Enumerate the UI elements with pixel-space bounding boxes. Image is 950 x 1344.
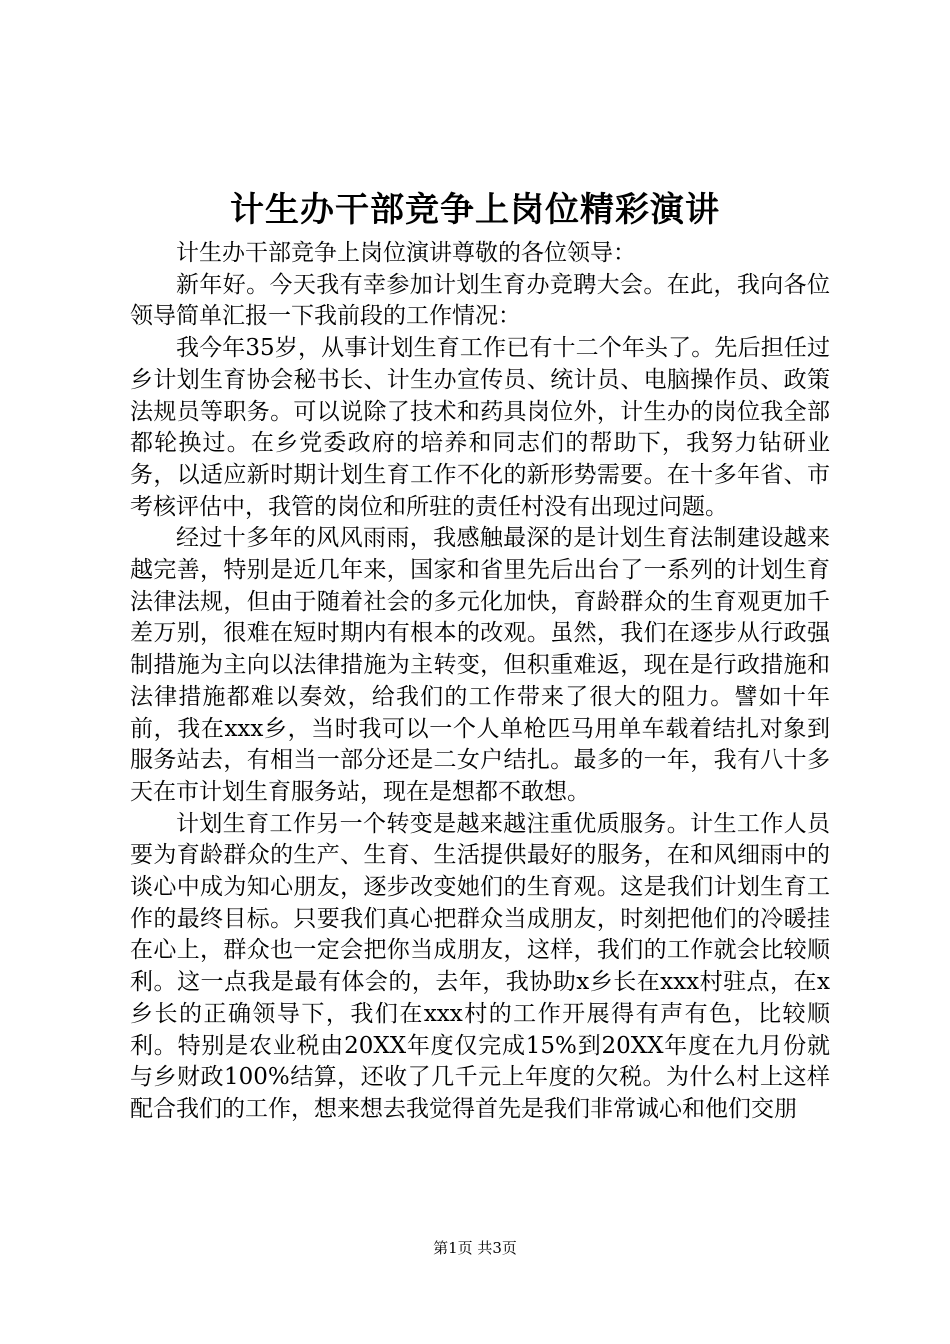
document-title: 计生办干部竞争上岗位精彩演讲 <box>230 190 720 230</box>
page-number-footer: 第1页 共3页 <box>433 1239 517 1257</box>
paragraph-salutation: 计生办干部竞争上岗位演讲尊敬的各位领导： <box>176 240 636 266</box>
paragraph-quality-service: 计划生育工作另一个转变是越来越注重优质服务。计生工作人员要为育龄群众的生产、生育、生活提供最好的服务，在和风细雨中的谈心中成为知心朋友，逐步改变她们的生育观。这是我们计划生育工作的最终目标。只要我们真心把群众当成朋友，时刻把他们的冷暖挂在心上，群众也一定会把你当成朋友，这样，我们的工作就会比较顺利。这一点我是最有体会的，去年，我协助x乡长在xxx村驻点，在x乡长的正确领导下，我们在xxx村的工作开展得有声有色，比较顺利。特别是农业税由20XX年度仅完成15%到20XX年度在九月份就与乡财政100%结算，还收了几千元上年度的欠税。为什么村上这样配合我们的工作，想来想去我觉得首先是我们非常诚心和他们交朋 <box>130 810 830 1122</box>
paragraph-background: 我今年35岁，从事计划生育工作已有十二个年头了。先后担任过乡计划生育协会秘书长、计生办宣传员、统计员、电脑操作员、政策法规员等职务。可以说除了技术和药具岗位外，计生办的岗位我全部都轮换过。在乡党委政府的培养和同志们的帮助下，我努力钻研业务，以适应新时期计划生育工作不化的新形势需要。在十多年省、市考核评估中，我管的岗位和所驻的责任村没有出现过问题。 <box>130 335 830 520</box>
paragraph-greeting: 新年好。今天我有幸参加计划生育办竞聘大会。在此，我向各位领导简单汇报一下我前段的工作情况： <box>130 271 830 330</box>
document-body <box>130 238 830 1126</box>
paragraph-legal-changes: 经过十多年的风风雨雨，我感触最深的是计划生育法制建设越来越完善，特别是近几年来，国家和省里先后出台了一系列的计划生育法律法规，但由于随着社会的多元化加快，育龄群众的生育观更加千差万别，很难在短时期内有根本的改观。虽然，我们在逐步从行政强制措施为主向以法律措施为主转变，但积重难返，现在是行政措施和法律措施都难以奏效，给我们的工作带来了很大的阻力。譬如十年前，我在xxx乡，当时我可以一个人单枪匹马用单车载着结扎对象到服务站去，有相当一部分还是二女户结扎。最多的一年，我有八十多天在市计划生育服务站，现在是想都不敢想。 <box>130 525 830 805</box>
